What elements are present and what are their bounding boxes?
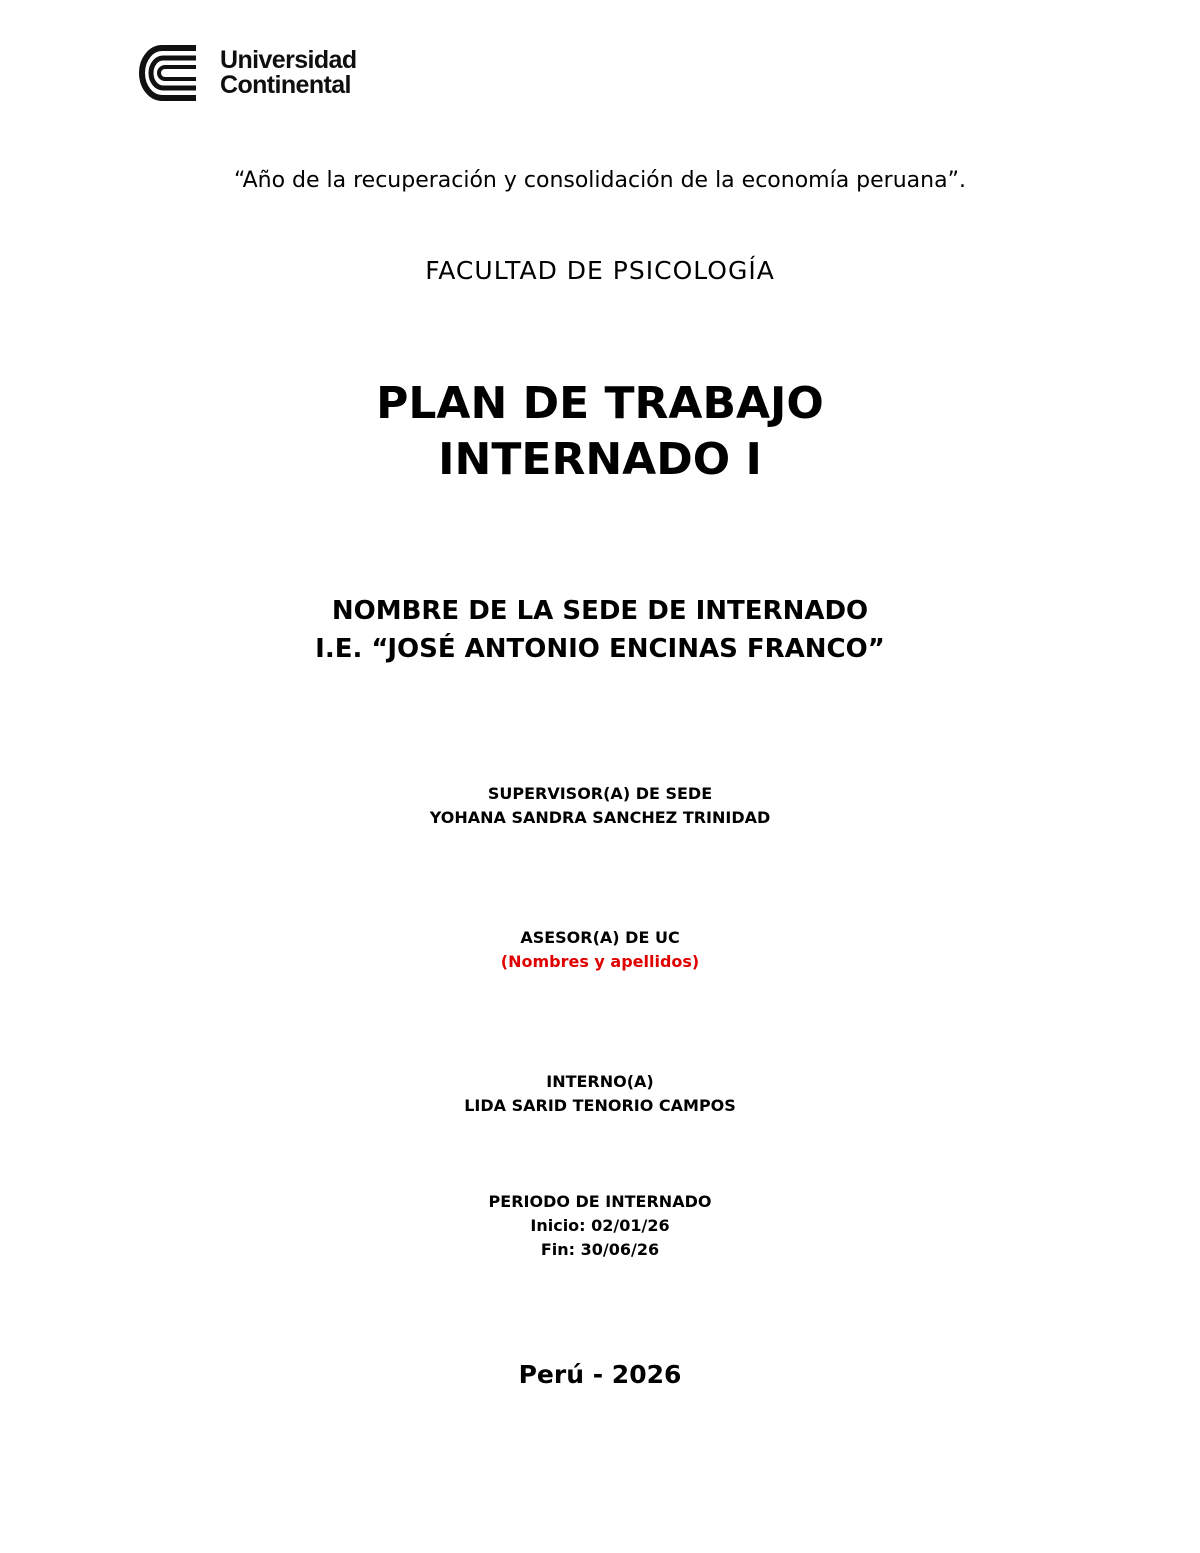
supervisor-label: SUPERVISOR(A) DE SEDE xyxy=(487,784,713,803)
faculty-name: FACULTAD DE PSICOLOGÍA xyxy=(425,256,775,285)
period-start: Inicio: 02/01/26 xyxy=(530,1216,670,1235)
intern-name: LIDA SARID TENORIO CAMPOS xyxy=(464,1096,736,1115)
university-logo-text xyxy=(220,48,357,98)
supervisor-name: YOHANA SANDRA SANCHEZ TRINIDAD xyxy=(429,808,771,827)
university-logo xyxy=(138,44,357,102)
university-logo-mark-icon xyxy=(138,44,210,102)
document-title xyxy=(0,376,1200,488)
title-line-2: INTERNADO I xyxy=(438,434,762,485)
advisor-label: ASESOR(A) DE UC xyxy=(520,928,680,947)
internship-period-block xyxy=(0,1190,1200,1262)
period-label: PERIODO DE INTERNADO xyxy=(488,1192,712,1211)
motto: “Año de la recuperación y consolidación de la economía peruana”. xyxy=(234,168,966,193)
supervisor-block xyxy=(0,782,1200,830)
site-name: I.E. “JOSÉ ANTONIO ENCINAS FRANCO” xyxy=(315,634,885,664)
advisor-name-placeholder: (Nombres y apellidos) xyxy=(500,952,700,971)
period-end: Fin: 30/06/26 xyxy=(540,1240,660,1259)
internship-site xyxy=(0,592,1200,668)
site-label: NOMBRE DE LA SEDE DE INTERNADO xyxy=(331,596,869,626)
intern-block xyxy=(0,1070,1200,1118)
country-year: Perú - 2026 xyxy=(518,1360,682,1389)
logo-line-2: Continental xyxy=(220,71,351,99)
intern-label: INTERNO(A) xyxy=(546,1072,654,1091)
advisor-block xyxy=(0,926,1200,974)
logo-line-1: Universidad xyxy=(220,46,357,74)
title-line-1: PLAN DE TRABAJO xyxy=(376,378,824,429)
